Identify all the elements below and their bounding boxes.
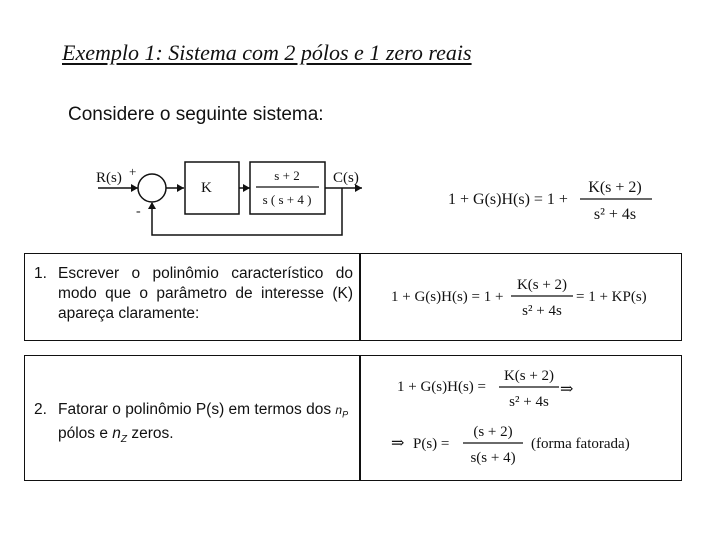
feedback-arrow-icon [148,202,156,209]
intro-text: Considere o seguinte sistema: [68,104,324,125]
nz-symbol [112,425,128,446]
step-1-equation [361,254,679,340]
step-1-table [24,253,682,341]
nz-letter: n [112,425,121,443]
step-2-text [58,400,358,450]
plant-denominator: s ( s + 4 ) [262,192,312,207]
np-letter: n [335,403,343,417]
plus-sign: + [129,164,137,179]
step-1-line-3: apareça claramente: [58,305,200,322]
step-2-line-2 [58,424,358,450]
plant-numerator: s + 2 [274,168,300,183]
top-eq-lhs: 1 + G(s)H(s) = 1 + [448,191,568,208]
input-label: R(s) [96,170,122,186]
top-eq-denominator: s² + 4s [593,206,637,223]
top-eq-numerator: K(s + 2) [588,179,642,196]
feedback-path [152,188,342,235]
step-2-eq2-numerator: (s + 2) [473,424,513,440]
step-2-eq1-denominator: s² + 4s [509,394,549,410]
np-subscript: P [342,409,349,420]
step-1-text [58,264,353,324]
step-1-eq-rhs: = 1 + KP(s) [576,289,647,305]
step-1-line-2: modo que o parâmetro de interesse (K) [58,285,353,302]
step-2-table [24,355,682,481]
page-title: Exemplo 1: Sistema com 2 pólos e 1 zero reais [62,40,472,65]
implies-arrow-1-icon: ⇒ [560,381,574,398]
step-2-equations [361,356,679,480]
gain-block [185,162,239,214]
block-diagram [0,0,720,250]
step-2-line-1-text: Fatorar o polinômio P(s) em termos dos [58,401,332,418]
step-1-eq-lhs: 1 + G(s)H(s) = 1 + [391,289,504,305]
gain-arrow-icon [177,184,184,192]
step-2-eq2-lhs: P(s) = [413,436,450,452]
step-2-eq2-denominator: s(s + 4) [470,450,516,466]
np-symbol [335,403,349,420]
output-label: C(s) [333,170,359,186]
nz-subscript: Z [120,434,128,446]
step-2-number: 2. [34,401,47,418]
gain-label: K [201,180,212,196]
step-2-eq1-lhs: 1 + G(s)H(s) = [397,379,486,395]
minus-sign: - [136,204,141,219]
step-2-line-2-part-2: zeros. [131,425,174,443]
summing-junction [138,174,166,202]
step-1-number: 1. [34,265,47,282]
step-2-eq1-numerator: K(s + 2) [503,368,555,384]
step-2-line-1 [58,400,358,424]
step-2-line-2-part-1: pólos e [58,425,108,443]
step-1-eq-numerator: K(s + 2) [516,277,568,293]
step-1-line-1: Escrever o polinômio característico do [58,265,353,282]
implies-arrow-2-icon: ⇒ [391,435,405,452]
input-arrow-icon [131,184,138,192]
step-2-eq2-note: (forma fatorada) [531,436,630,452]
plant-arrow-icon [243,184,250,192]
step-1-eq-denominator: s² + 4s [522,303,562,319]
